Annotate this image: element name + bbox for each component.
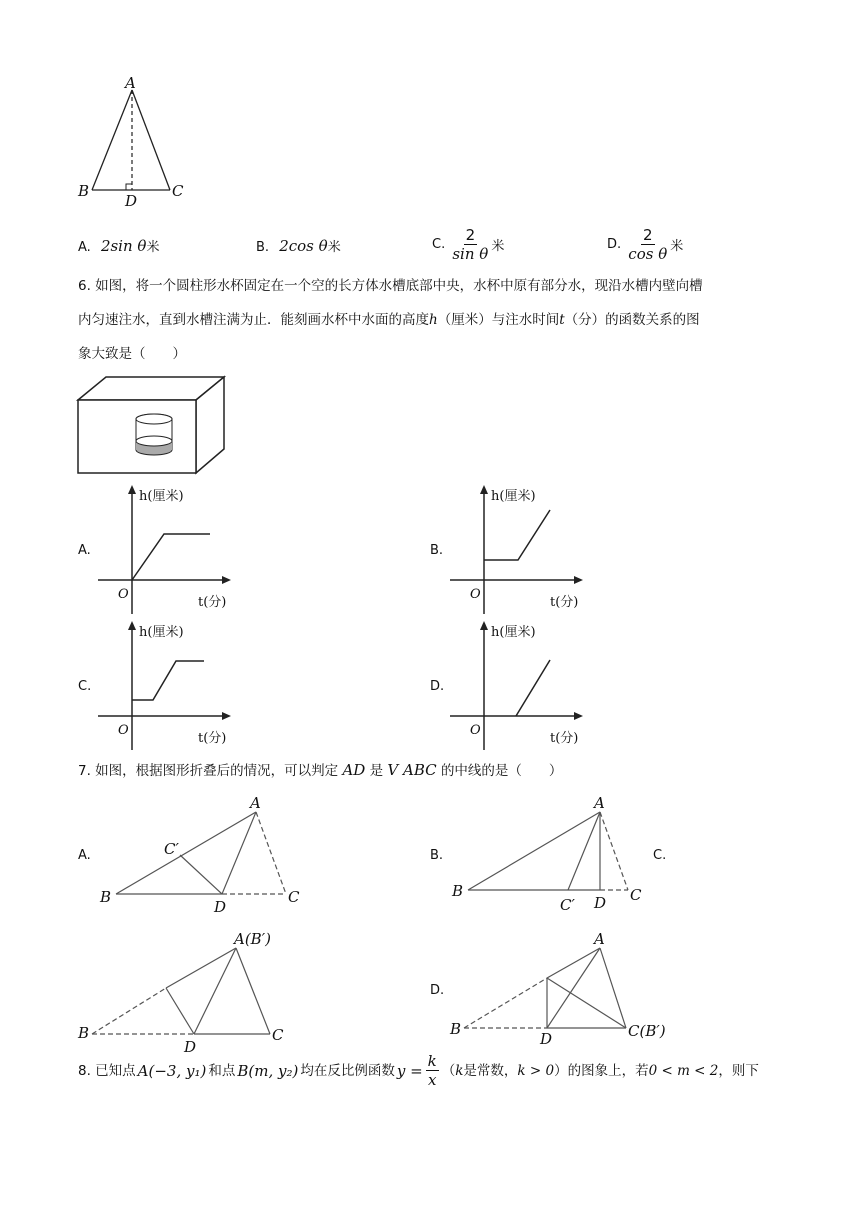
q7d-label-a: A bbox=[594, 930, 605, 948]
q6d-origin: O bbox=[470, 723, 481, 738]
q7-figure-a[interactable] bbox=[96, 792, 316, 916]
q7b-label-cp: C′ bbox=[560, 896, 575, 914]
q6-option-a-label[interactable]: A. bbox=[78, 543, 91, 558]
q5-label-b: B bbox=[78, 182, 90, 200]
q5-option-b[interactable]: B. 2cos θ米 bbox=[256, 237, 341, 255]
q5-label-d: D bbox=[125, 192, 138, 210]
q6-text-line2: 内匀速注水，直到水槽注满为止．能刻画水杯中水面的高度h（厘米）与注水时间t（分）的函数关系的图 bbox=[78, 312, 700, 328]
q5-option-a[interactable]: A. 2sin θ米 bbox=[78, 237, 160, 255]
q6-option-d-label[interactable]: D. bbox=[430, 679, 445, 694]
q7d-label-cb: C(B′) bbox=[628, 1022, 666, 1040]
q7-figure-b[interactable] bbox=[448, 792, 668, 914]
q6a-xlabel: t(分) bbox=[198, 595, 227, 610]
q7a-label-cp: C′ bbox=[164, 840, 179, 858]
q6-graph-d[interactable] bbox=[450, 620, 590, 750]
q7-option-b-label[interactable]: B. bbox=[430, 848, 444, 863]
q6a-ylabel: h(厘米) bbox=[139, 489, 184, 504]
q7-option-a-label[interactable]: A. bbox=[78, 848, 91, 863]
q6b-ylabel: h(厘米) bbox=[491, 489, 536, 504]
q7b-label-b: B bbox=[452, 882, 464, 900]
q8-text: 8. 已知点 A(−3, y₁) 和点 B(m, y₂) 均在反比例函数 y = $\frac{k}{x}$ （ k 是常数， k > 0 ）的图象上，若 0 < m < 2 ，则下 bbox=[78, 1052, 759, 1089]
q7a-label-c: C bbox=[288, 888, 300, 906]
q7a-label-d: D bbox=[214, 898, 227, 916]
q6-text-line3: 象大致是（ ） bbox=[78, 346, 186, 362]
q6-text-line1: 6. 如图，将一个圆柱形水杯固定在一个空的长方体水槽底部中央，水杯中原有部分水，现沿水槽内壁向槽 bbox=[78, 278, 703, 294]
q5-label-a: A bbox=[125, 74, 136, 92]
q6-graph-a[interactable] bbox=[98, 484, 238, 614]
q6c-xlabel: t(分) bbox=[198, 731, 227, 746]
q6b-xlabel: t(分) bbox=[550, 595, 579, 610]
q7c-label-c: C bbox=[272, 1026, 284, 1044]
q7c-label-ab: A(B′) bbox=[234, 930, 271, 948]
q7-figure-d[interactable] bbox=[448, 928, 688, 1050]
q7c-label-b: B bbox=[78, 1024, 90, 1042]
q6d-ylabel: h(厘米) bbox=[491, 625, 536, 640]
q7a-label-a: A bbox=[250, 794, 261, 812]
q6c-origin: O bbox=[118, 723, 129, 738]
q6d-xlabel: t(分) bbox=[550, 731, 579, 746]
q6-option-c-label[interactable]: C. bbox=[78, 679, 92, 694]
q6b-origin: O bbox=[470, 587, 481, 602]
q6a-origin: O bbox=[118, 587, 129, 602]
q7-figure-c[interactable] bbox=[78, 926, 318, 1054]
q7a-label-b: B bbox=[100, 888, 112, 906]
q7-option-d-label[interactable]: D. bbox=[430, 983, 445, 998]
q7-option-c-label[interactable]: C. bbox=[653, 848, 667, 863]
q7b-label-c: C bbox=[630, 886, 642, 904]
q7c-label-d: D bbox=[184, 1038, 197, 1056]
q6-option-b-label[interactable]: B. bbox=[430, 543, 444, 558]
q7d-label-b: B bbox=[450, 1020, 462, 1038]
q7d-label-d: D bbox=[540, 1030, 553, 1048]
q6-graph-b[interactable] bbox=[450, 484, 590, 614]
q5-triangle-figure bbox=[70, 72, 210, 212]
q6c-ylabel: h(厘米) bbox=[139, 625, 184, 640]
q6-graph-c[interactable] bbox=[98, 620, 238, 750]
q5-label-c: C bbox=[172, 182, 184, 200]
q7b-label-a: A bbox=[594, 794, 605, 812]
q7-text: 7. 如图，根据图形折叠后的情况，可以判定 AD 是 V ABC 的中线的是（ ） bbox=[78, 761, 563, 779]
q7b-label-d: D bbox=[594, 894, 607, 912]
q6-tank-figure bbox=[78, 376, 228, 476]
q5-option-d[interactable]: D. $\frac{2}{\text{cos θ}}$ 米 bbox=[607, 226, 684, 263]
q5-option-c[interactable]: C. $\frac{2}{\text{sin θ}}$ 米 bbox=[432, 226, 505, 263]
